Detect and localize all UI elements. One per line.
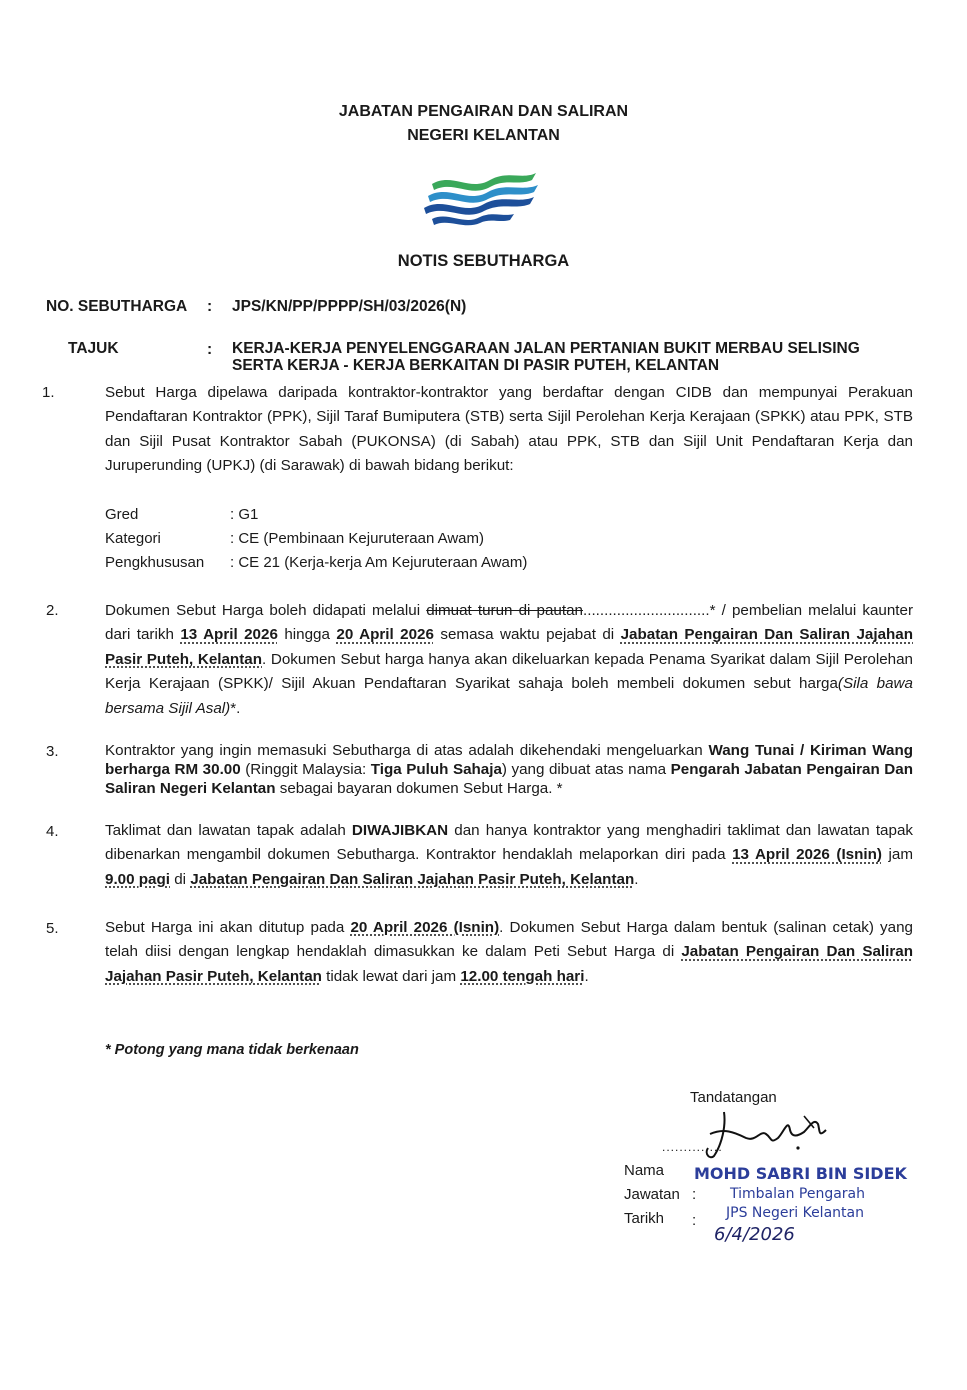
section-3-text: Kontraktor yang ingin memasuki Sebutharga di atas adalah dikehendaki mengeluarkan Wang Tunai / Kiriman Wang berharga RM 30.00 (Ringgit Malaysia: Tiga Puluh Sahaja) yang dibuat atas nama Pengarah Jabatan Pengairan Dan Saliran Negeri Kelantan sebagai bayaran dokumen Sebut Harga. *: [105, 742, 913, 797]
briefing-date: 13 April 2026 (Isnin): [732, 846, 882, 864]
closing-time: 12.00 tengah hari: [460, 967, 585, 985]
field-kategori-label: Kategori: [105, 530, 161, 547]
tajuk-colon: :: [207, 341, 213, 358]
tarikh-label: Tarikh: [624, 1210, 665, 1227]
field-gred-label: Gred: [105, 506, 139, 523]
tajuk-label: TAJUK: [68, 340, 119, 357]
date-start: 13 April 2026: [180, 626, 278, 644]
field-pengkhususan-value: : CE 21 (Kerja-kerja Am Kejuruteraan Awam): [230, 554, 528, 571]
tajuk-line2: SERTA KERJA - KERJA BERKAITAN DI PASIR PUTEH, KELANTAN: [232, 357, 720, 374]
nama-label: Nama: [624, 1162, 665, 1179]
date-end: 20 April 2026: [336, 626, 434, 644]
jawatan-colon: :: [692, 1186, 697, 1203]
field-gred-value: : G1: [230, 506, 259, 523]
section-3-number: 3.: [46, 743, 59, 760]
section-1-number: 1.: [42, 384, 55, 401]
ref-label: NO. SEBUTHARGA: [46, 298, 188, 315]
section-4-number: 4.: [46, 823, 59, 840]
section-5-number: 5.: [46, 920, 59, 937]
org-name-line2: NEGERI KELANTAN: [407, 127, 560, 144]
jawatan-label: Jawatan: [624, 1186, 680, 1203]
ref-colon: :: [207, 298, 213, 315]
section-2-number: 2.: [46, 602, 59, 619]
struck-download-option: dimuat turun di pautan: [426, 602, 583, 619]
stamp-department: JPS Negeri Kelantan: [726, 1205, 864, 1221]
tarikh-colon: :: [692, 1212, 697, 1229]
tajuk-line1: KERJA-KERJA PENYELENGGARAAN JALAN PERTANIAN BUKIT MERBAU SELISING: [232, 340, 860, 357]
field-kategori-value: : CE (Pembinaan Kejuruteraan Awam): [230, 530, 485, 547]
briefing-location: Jabatan Pengairan Dan Saliran Jajahan Pasir Puteh, Kelantan: [190, 870, 635, 888]
office-location: Jabatan Pengairan Dan Saliran Jajahan Pasir Puteh, Kelantan: [105, 626, 914, 668]
section-2-text: Dokumen Sebut Harga boleh didapati melalui dimuat turun di pautan..............................* / pembelian melalui kaunter dari tarikh 13 April 2026 hingga 20 April 2026 semasa waktu pejabat di Jabatan Pengairan Dan Saliran Jajahan Pasir Puteh, Kelantan. Dokumen Sebut harga hanya akan dikeluarkan kepada Penama Syarikat dalam Sijil Perolehan Kerja Kerajaan (SPKK)/ Sijil Akuan Pendaftaran Syarikat sahaja boleh membeli dokumen sebut harga(Sila bawa bersama Sijil Asal)*.: [105, 602, 914, 717]
footnote: * Potong yang mana tidak berkenaan: [105, 1042, 359, 1058]
section-4-text: Taklimat dan lawatan tapak adalah DIWAJIBKAN dan hanya kontraktor yang menghadiri taklimat dan lawatan tapak dibenarkan mengambil dokumen Sebutharga. Kontraktor hendaklah melaporkan diri pada 13 April 2026 (Isnin) jam 9.00 pagi di Jabatan Pengairan Dan Saliran Jajahan Pasir Puteh, Kelantan.: [105, 822, 913, 888]
signature-label: Tandatangan: [690, 1089, 777, 1106]
stamp-officer-title: Timbalan Pengarah: [730, 1186, 866, 1202]
section-1-text: Sebut Harga dipelawa daripada kontraktor-kontraktor yang berdaftar dengan CIDB dan mempunyai Perakuan Pendaftaran Kontraktor (PPK), Sijil Taraf Bumiputera (STB) serta Sijil Perolehan Kerja Kerajaan (SPKK) atau PPK, STB dan Sijil Pusat Kontraktor Sabah (PUKONSA) (di Sabah) atau PPK, STB dan Sijil Unit Pendaftaran Kerja dan Juruperunding (UPKJ) (di Sarawak) di bawah bidang berikut:: [105, 384, 913, 475]
jps-wave-logo-icon: [418, 170, 542, 230]
org-name-line1: JABATAN PENGAIRAN DAN SALIRAN: [338, 103, 629, 120]
field-pengkhususan-label: Pengkhususan: [105, 554, 205, 571]
briefing-time: 9.00 pagi: [105, 870, 170, 888]
closing-date: 20 April 2026 (Isnin): [350, 919, 500, 936]
notice-title: NOTIS SEBUTHARGA: [397, 252, 570, 270]
handwritten-date: 6/4/2026: [714, 1224, 795, 1245]
ref-number: JPS/KN/PP/PPPP/SH/03/2026(N): [232, 298, 467, 315]
signature-line: ..............: [662, 1140, 723, 1154]
submission-location: Jabatan Pengairan Dan Saliran Jajahan Pasir Puteh, Kelantan: [105, 943, 913, 985]
section-5-text: Sebut Harga ini akan ditutup pada 20 April 2026 (Isnin). Dokumen Sebut Harga dalam bentuk (salinan cetak) yang telah diisi dengan lengkap hendaklah dimasukkan ke dalam Peti Sebut Harga di Jabatan Pengairan Dan Saliran Jajahan Pasir Puteh, Kelantan tidak lewat dari jam 12.00 tengah hari.: [105, 919, 913, 985]
stamp-officer-name: MOHD SABRI BIN SIDEK: [694, 1164, 907, 1183]
